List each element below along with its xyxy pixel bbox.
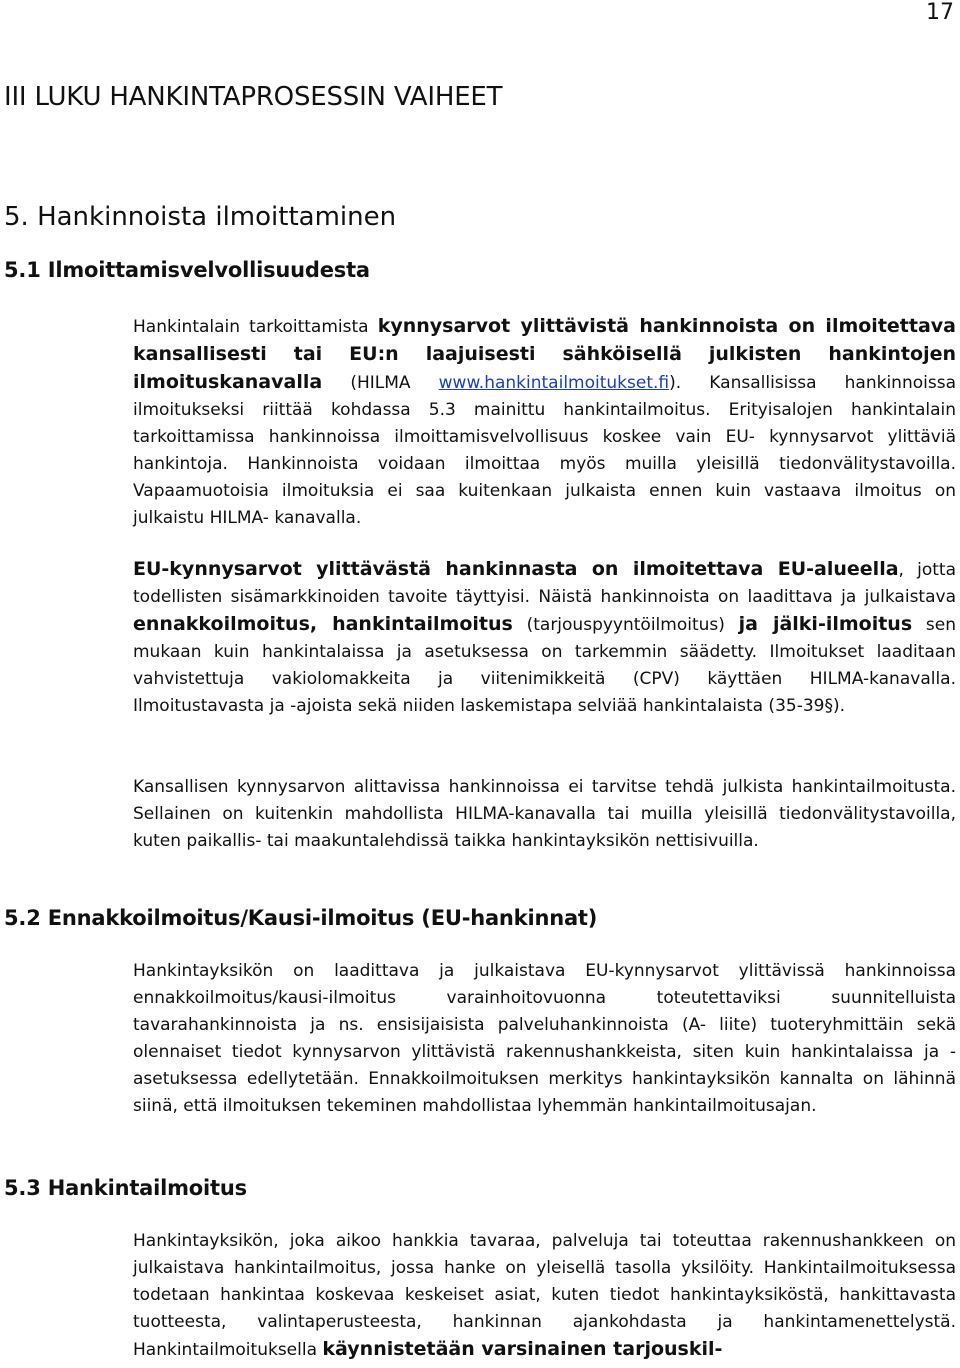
subsection-heading-5-2: 5.2 Ennakkoilmoitus/Kausi-ilmoitus (EU-hankinnat) [4,906,598,930]
p1-text-2: (HILMA [322,373,439,393]
p5-text-1: Hankintayksikön, joka aikoo hankkia tavaraa, palveluja tai toteuttaa rakennushankkeen on julkaistava hankintailmoitus, jossa hanke on yleisellä tasolla yksilöity. Hankintailmoituksessa todetaan hankintaa koskevaa keskeiset asiat, kuten tiedot hankintayksiköstä, hankittavasta tuotteesta, valintaperusteesta, hankinnan ajankohdasta ja hankintamenettelystä. Hankintailmoituksella [133,1231,956,1360]
hilma-link[interactable]: www.hankintailmoitukset.fi [438,373,670,393]
paragraph-national-threshold: Kansallisen kynnysarvon alittavissa hankinnoissa ei tarvitse tehdä julkista hankintailmoitusta. Sellainen on kuitenkin mahdollista HILMA-kanavalla tai muilla yleisillä tiedonvälitystavoilla, kuten paikallis- tai maakuntalehdissä taikka hankintayksikön nettisivuilla. [133,777,956,851]
paragraph-eu-threshold [133,556,956,720]
p2-text-1: , jotta todellisten sisämarkkinoiden tavoite täyttyisi. Näistä hankinnoista on laadittava ja julkaistava [133,560,956,607]
p1-text-1: Hankintalain tarkoittamista [133,317,378,337]
paragraph-notification-obligation [133,313,956,532]
p2-bold-3: ja jälki-ilmoitus [738,613,913,635]
p2-text-2: (tarjouspyyntöilmoitus) [512,615,739,635]
p2-bold-1: EU-kynnysarvot ylittävästä hankinnasta on ilmoitettava EU-alueella [133,558,899,580]
section-title: 5. Hankinnoista ilmoittaminen [4,202,397,232]
p2-bold-2: ennakkoilmoitus, hankintailmoitus [133,613,513,635]
page-number: 17 [926,0,954,25]
p1-bold-1: kynnysarvot ylittävistä hankinnoista on ilmoitettava kansallisesti tai EU:n laajuisesti sähköisellä julkisten hankintojen ilmoituskanavalla [133,315,956,393]
p5-bold-1: käynnistetään varsinainen tarjouskil- [322,1338,723,1360]
chapter-title: III LUKU HANKINTAPROSESSIN VAIHEET [4,82,503,112]
p1-text-3: ). Kansallisissa hankinnoissa ilmoitukseksi riittää kohdassa 5.3 mainittu hankintailmoitus. Erityisalojen hankintalain tarkoittamissa hankinnoissa ilmoittamisvelvollisuus koskee vain EU- kynnysarvot ylittäviä hankintoja. Hankinnoista voidaan ilmoittaa myös muilla yleisillä tiedonvälitystavoilla. Vapaamuotoisia ilmoituksia ei saa kuitenkaan julkaista ennen kuin vastaava ilmoitus on julkaistu HILMA- kanavalla. [133,373,956,528]
subsection-heading-5-1: 5.1 Ilmoittamisvelvollisuudesta [4,258,370,282]
subsection-heading-5-3: 5.3 Hankintailmoitus [4,1176,247,1200]
p2-text-3: sen mukaan kuin hankintalaissa ja asetuksessa on tarkemmin säädetty. Ilmoitukset laaditaan vahvistettuja vakiolomakkeita ja viitenimikkeitä (CPV) käyttäen HILMA-kanavalla. Ilmoitustavasta ja -ajoista sekä niiden laskemistapa selviää hankintalaista (35-39§). [133,615,956,716]
paragraph-contract-notice [133,1228,956,1364]
paragraph-prior-notice: Hankintayksikön on laadittava ja julkaistava EU-kynnysarvot ylittävissä hankinnoissa ennakkoilmoitus/kausi-ilmoitus varainhoitovuonna toteutettaviksi suunnitelluista tavarahankinnoista ja ns. ensisijaisista palveluhankinnoista (A- liite) tuoteryhmittäin sekä olennaiset tiedot kynnysarvon ylittävistä rakennushankkeista, siten kuin hankintalaissa ja -asetuksessa edellytetään. Ennakkoilmoituksen merkitys hankintayksikön kannalta on lähinnä siinä, että ilmoituksen tekeminen mahdollistaa lyhemmän hankintailmoitusajan. [133,961,956,1116]
